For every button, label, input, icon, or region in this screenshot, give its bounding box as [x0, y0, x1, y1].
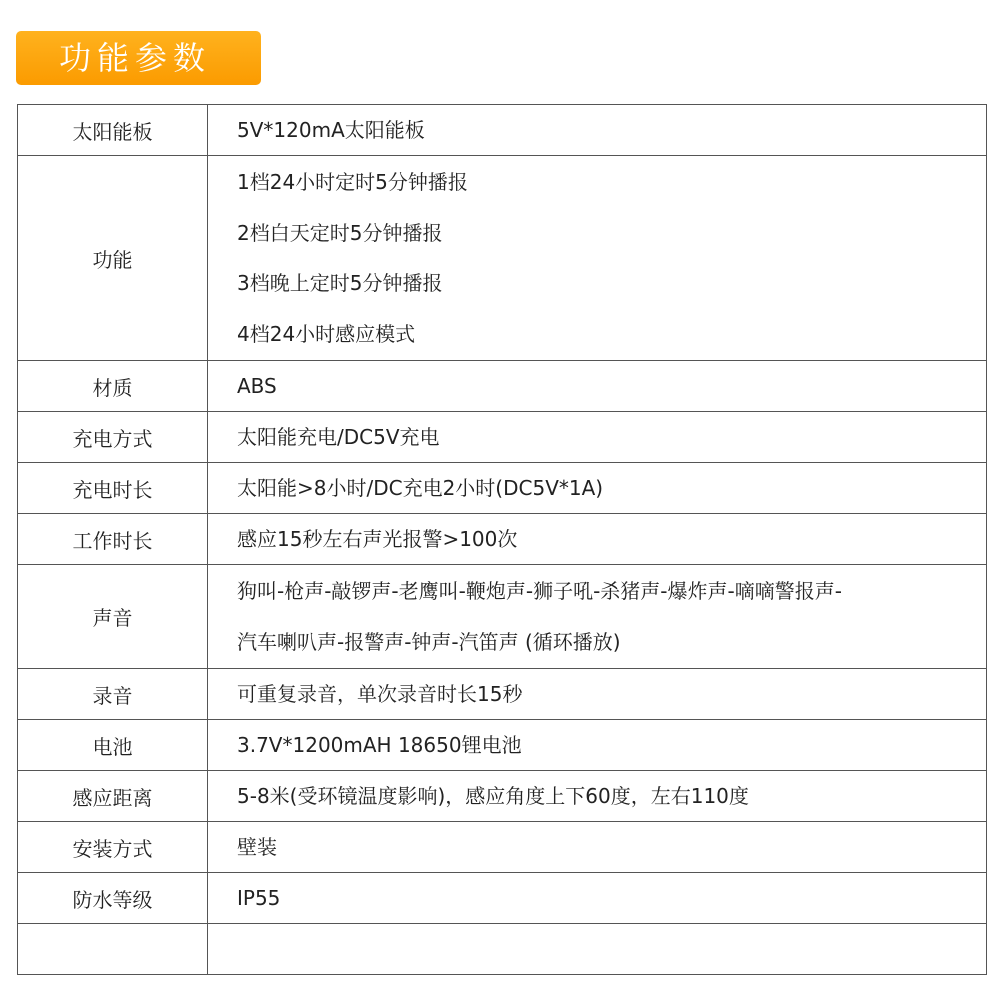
function-line: 1档24小时定时5分钟播报 [237, 170, 468, 194]
row-label: 材质 [18, 361, 208, 412]
table-row-working-time [18, 514, 987, 565]
row-label [18, 924, 208, 975]
row-value: 壁装 [208, 822, 987, 873]
table-row-empty [18, 924, 987, 975]
row-label: 功能 [18, 156, 208, 361]
row-label: 防水等级 [18, 873, 208, 924]
row-label: 安装方式 [18, 822, 208, 873]
row-value: 感应15秒左右声光报警>100次 [208, 514, 987, 565]
table-row-function [18, 156, 987, 361]
row-value-group [208, 565, 987, 669]
function-line: 3档晚上定时5分钟播报 [237, 271, 443, 295]
sound-line: 狗叫-枪声-敲锣声-老鹰叫-鞭炮声-狮子吼-杀猪声-爆炸声-嘀嘀警报声- [237, 579, 842, 603]
table-row-charging-time [18, 463, 987, 514]
table-row-sound [18, 565, 987, 669]
row-value: 5-8米(受环镜温度影响)，感应角度上下60度，左右110度 [208, 771, 987, 822]
row-label: 工作时长 [18, 514, 208, 565]
table-row-installation [18, 822, 987, 873]
row-label: 声音 [18, 565, 208, 669]
row-value: 5V*120mA太阳能板 [208, 105, 987, 156]
section-title-badge [16, 31, 261, 85]
row-value [208, 924, 987, 975]
sound-line: 汽车喇叭声-报警声-钟声-汽笛声 (循环播放) [237, 629, 621, 654]
row-label: 电池 [18, 720, 208, 771]
spec-table [17, 104, 987, 975]
table-row-charging-method [18, 412, 987, 463]
row-value: 可重复录音，单次录音时长15秒 [208, 669, 987, 720]
table-row-material [18, 361, 987, 412]
table-row-recording [18, 669, 987, 720]
row-label: 充电方式 [18, 412, 208, 463]
row-value: 太阳能>8小时/DC充电2小时(DC5V*1A) [208, 463, 987, 514]
row-label: 充电时长 [18, 463, 208, 514]
row-value: ABS [208, 361, 987, 412]
table-row-waterproof [18, 873, 987, 924]
section-title: 功能参数 [59, 39, 212, 77]
row-value-group [208, 156, 987, 361]
row-label: 太阳能板 [18, 105, 208, 156]
row-label: 录音 [18, 669, 208, 720]
row-value: IP55 [208, 873, 987, 924]
table-row-battery [18, 720, 987, 771]
table-row-sensing-distance [18, 771, 987, 822]
function-line: 2档白天定时5分钟播报 [237, 220, 443, 245]
row-value: 3.7V*1200mAH 18650锂电池 [208, 720, 987, 771]
row-label: 感应距离 [18, 771, 208, 822]
row-value: 太阳能充电/DC5V充电 [208, 412, 987, 463]
function-line: 4档24小时感应模式 [237, 321, 416, 346]
table-row-solar-panel [18, 105, 987, 156]
